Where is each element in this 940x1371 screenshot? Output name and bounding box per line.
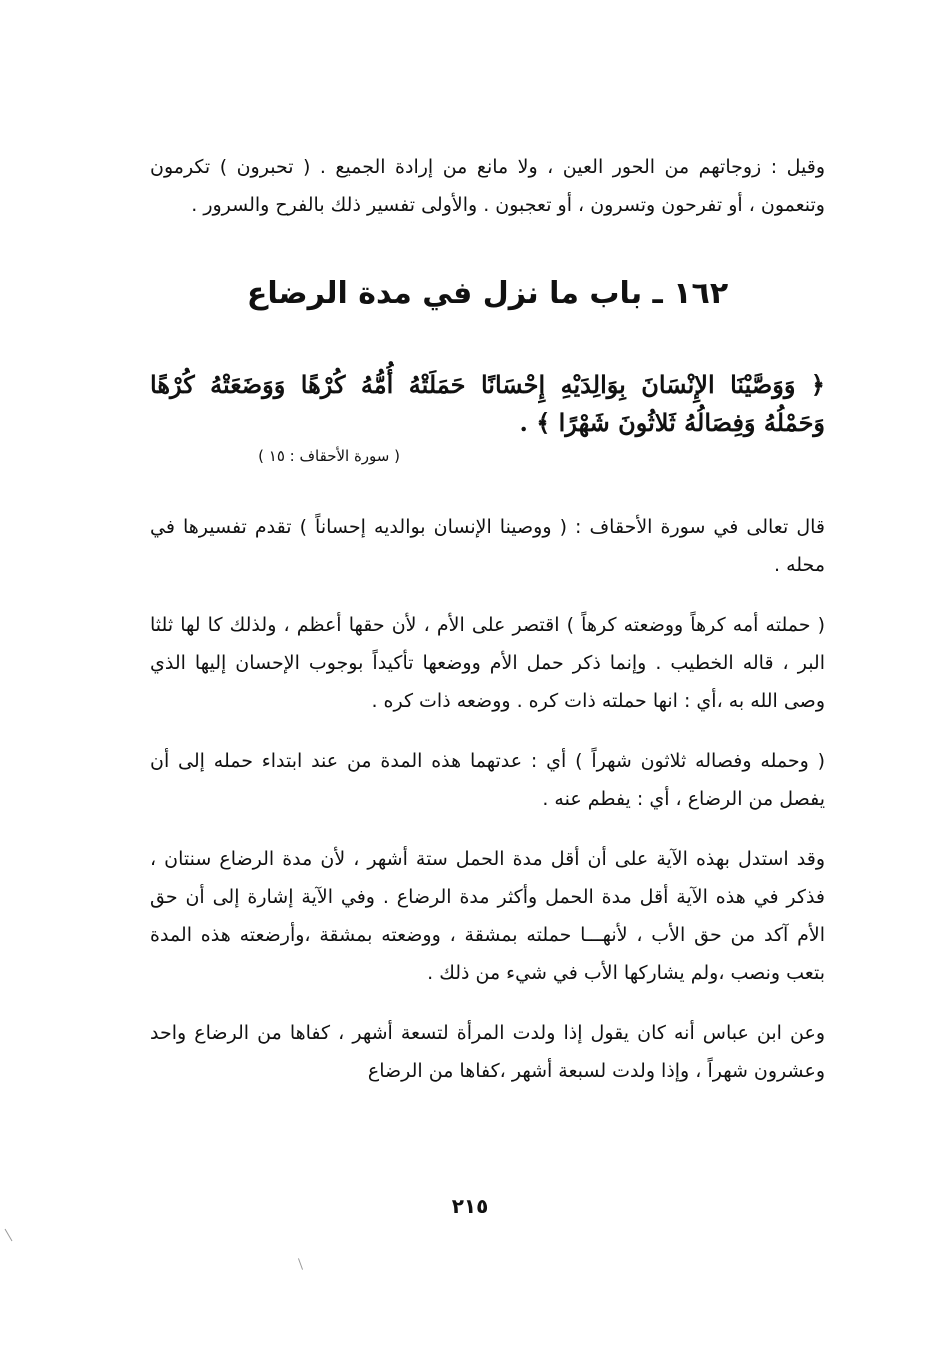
body-paragraph-3: ( وحمله وفصاله ثلاثون شهراً ) أي : عدتهما هذه المدة من عند ابتداء حمله إلى أن يفصل من الرضاع ، أي : يفطم عنه . [150, 750, 825, 810]
page-number: ٢١٥ [451, 1194, 489, 1218]
scan-mark [298, 1258, 303, 1270]
body-paragraph-5: وعن ابن عباس أنه كان يقول إذا ولدت المرأة لتسعة أشهر ، كفاها من الرضاع واحد وعشرون شهراً ، وإذا ولدت لسبعة أشهر ،كفاها من الرضاع [150, 1022, 825, 1082]
page-content [150, 140, 825, 1090]
body-paragraph-2: ( حملته أمه كرهاً ووضعته كرهاً ) اقتصر على الأم ، لأن حقها أعظم ، ولذلك كا لها ثلثا البر ، قاله الخطيب . وإنما ذكر حمل الأم ووضعها تأكيداً بوجوب الإحسان إليها الذي وصى الله به ،أي : انها حملته ذات كره . ووضعه ذات كره . [150, 614, 825, 712]
body-paragraph-4: وقد استدل بهذه الآية على أن أقل مدة الحمل ستة أشهر ، لأن مدة الرضاع سنتان ، فذكر في هذه الآية أقل مدة الحمل وأكثر مدة الرضاع . وفي الآية إشارة إلى أن حق الأم آكد من حق الأب ، لأنهـــا حملته بمشقة ، ووضعته بمشقة ،وأرضعته هذه المدة بتعب ونصب ،ولم يشاركها الأب في شيء من ذلك . [150, 848, 825, 984]
scan-mark [5, 1229, 13, 1242]
chapter-title: ١٦٢ ـ باب ما نزل في مدة الرضاع [246, 276, 729, 311]
verse-reference: ( سورة الأحقاف : ١٥ ) [258, 447, 400, 465]
body-paragraph-1: قال تعالى في سورة الأحقاف : ( ووصينا الإنسان بوالديه إحساناً ) تقدم تفسيرها في محله . [150, 516, 825, 576]
quran-verse: ﴿ وَوَصَّيْنَا الإِنْسَانَ بِوَالِدَيْهِ إِحْسَانًا حَمَلَتْهُ أُمُّهُ كُرْهًا وَوَضَعَتْهُ كُرْهًا وَحَمْلُهُ وَفِصَالُهُ ثَلاثُونَ شَهْرًا ﴾ . [150, 370, 825, 437]
intro-paragraph: وقيل : زوجاتهم من الحور العين ، ولا مانع من إرادة الجميع . ( تحبرون ) تكرمون وتنعمون ، أو تفرحون وتسرون ، أو تعجبون . والأولى تفسير ذلك بالفرح والسرور . [150, 156, 825, 216]
